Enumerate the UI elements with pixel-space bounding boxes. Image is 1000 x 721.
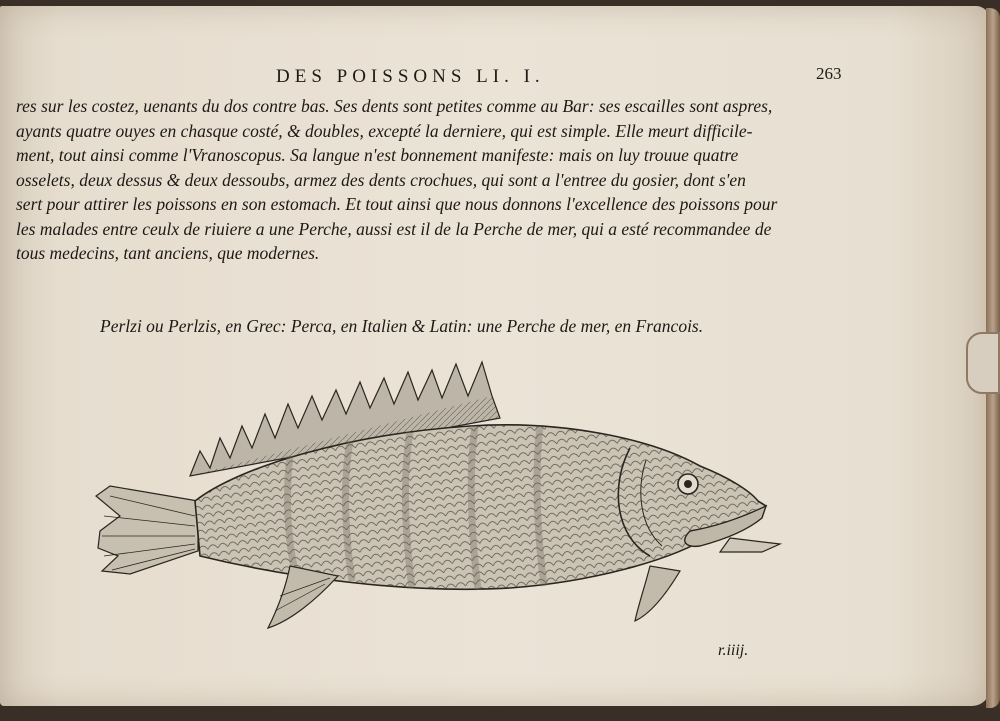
text-line: les malades entre ceulx de riuiere a une Perche, aussi est il de la Perche de mer, qui a esté recommandee de xyxy=(16,218,772,239)
text-line: res sur les costez, uenants du dos contre bas. Ses dents sont petites comme au Bar: ses escailles sont aspres, xyxy=(16,96,773,116)
perch-woodcut-illustration xyxy=(90,356,790,646)
running-header: DES POISSONS LI. I. xyxy=(276,66,545,87)
signature-mark: r.iiij. xyxy=(718,642,749,659)
pectoral-fin xyxy=(635,566,680,621)
book-page xyxy=(0,6,990,706)
text-line: osselets, deux dessus & deux dessoubs, armez des dents crochues, qui sont a l'entree du gosier, dont s'en xyxy=(16,169,746,190)
anal-fin xyxy=(268,566,338,628)
page-number: 263 xyxy=(816,64,842,83)
figure-caption: Perlzi ou Perlzis, en Grec: Perca, en Italien & Latin: une Perche de mer, en Francois. xyxy=(100,316,704,336)
text-line: ment, tout ainsi comme l'Vranoscopus. Sa langue n'est bonnement manifeste: mais on luy trouue quatre xyxy=(16,145,739,165)
text-line: ayants quatre ouyes en chasque costé, & doubles, excepté la derniere, qui est simple. Elle meurt difficile- xyxy=(16,120,753,141)
book-clasp-tab xyxy=(966,332,1000,394)
text-line: sert pour attirer les poissons en son estomach. Et tout ainsi que nous donnons l'excellence des poissons pour xyxy=(16,194,778,214)
text-line: tous medecins, tant anciens, que modernes. xyxy=(16,243,320,263)
body-paragraph xyxy=(16,94,868,266)
